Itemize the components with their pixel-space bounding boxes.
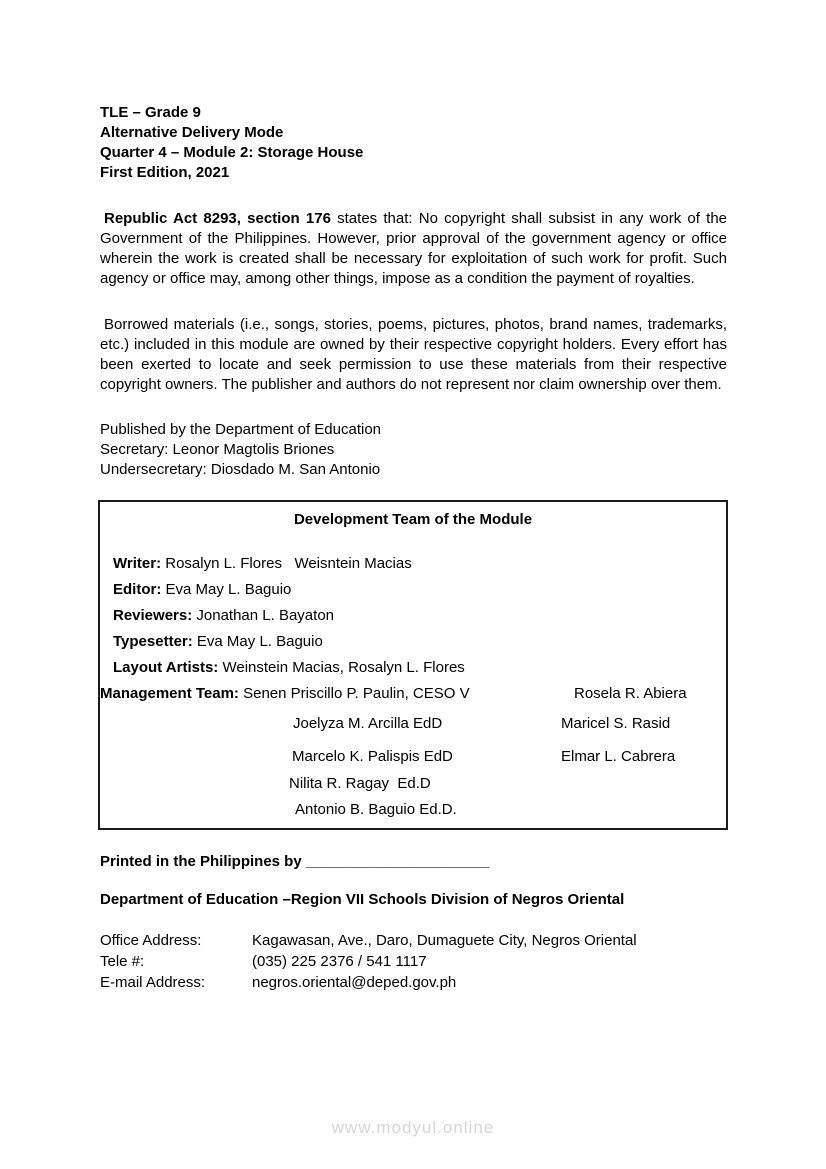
management-member-mid-2: Marcelo K. Palispis EdD xyxy=(292,748,453,765)
editor-line xyxy=(113,582,713,598)
republic-act-bold: Republic Act 8293, section 176 xyxy=(104,210,331,227)
management-team-row-4 xyxy=(113,776,713,792)
division-line: Department of Education –Region VII Schools Division of Negros Oriental xyxy=(100,891,625,908)
printed-label: Printed in the Philippines by xyxy=(100,853,302,870)
development-team-box xyxy=(98,500,728,830)
typesetter-value: Eva May L. Baguio xyxy=(196,633,323,650)
office-address-row xyxy=(100,930,727,951)
management-team-lead xyxy=(100,686,470,702)
copyright-paragraph-1 xyxy=(100,209,727,289)
management-member-mid-1: Joelyza M. Arcilla EdD xyxy=(293,715,443,732)
reviewers-label: Reviewers: xyxy=(113,607,193,624)
email-row xyxy=(100,972,727,993)
writer-line xyxy=(113,556,713,572)
telephone-value: (035) 225 2376 / 541 1117 xyxy=(252,953,427,970)
management-member-mid-4: Antonio B. Baguio Ed.D. xyxy=(295,801,457,818)
layout-artists-label: Layout Artists: xyxy=(113,659,219,676)
writer-label: Writer: xyxy=(113,555,162,572)
module-title-line: Quarter 4 – Module 2: Storage House xyxy=(100,144,364,161)
management-team-row-5 xyxy=(113,802,713,818)
republic-act-text: states that: No copyright shall subsist in any work of the Government of the Philippines. However, prior approval of the government agency or office wherein the work is created shall be necessary for exploitation of such work for profit. Such agency or office may, among other things, impose as a condition the payment of royalties. xyxy=(100,210,728,287)
reviewers-line xyxy=(113,608,713,624)
typesetter-label: Typesetter: xyxy=(113,633,193,650)
email-value: negros.oriental@deped.gov.ph xyxy=(252,974,457,991)
management-team-row-1 xyxy=(100,685,713,702)
telephone-row xyxy=(100,951,727,972)
published-by-line: Published by the Department of Education xyxy=(100,421,382,438)
writer-value: Rosalyn L. Flores Weisntein Macias xyxy=(165,555,412,572)
editor-value: Eva May L. Baguio xyxy=(165,581,292,598)
secretary-line: Secretary: Leonor Magtolis Briones xyxy=(100,441,335,458)
copyright-paragraph-2: Borrowed materials (i.e., songs, stories, poems, pictures, photos, brand names, trademarks, etc.) included in this module are owned by their respective copyright holders. Every effort has been exerted to locate and seek permission to use these materials from their respective copyright owners. The publisher and authors do not represent nor claim ownership over them. xyxy=(100,316,727,393)
editor-label: Editor: xyxy=(113,581,162,598)
contact-block xyxy=(100,930,727,993)
site-watermark: www.modyul.online xyxy=(331,1118,495,1137)
management-member-mid-3: Nilita R. Ragay Ed.D xyxy=(289,775,431,792)
development-team-title: Development Team of the Module xyxy=(293,511,533,528)
publisher-block xyxy=(100,420,727,480)
layout-artists-line xyxy=(113,660,713,676)
management-team-row-2 xyxy=(113,716,713,732)
office-address-value: Kagawasan, Ave., Daro, Dumaguete City, Negros Oriental xyxy=(252,932,637,949)
management-team-row-3 xyxy=(113,749,713,765)
telephone-label: Tele #: xyxy=(100,953,145,970)
module-header xyxy=(100,103,727,183)
printed-blank-line: ______________________ xyxy=(305,853,490,870)
typesetter-line xyxy=(113,634,713,650)
email-label: E-mail Address: xyxy=(100,974,206,991)
management-member-right-1: Rosela R. Abiera xyxy=(574,685,687,702)
module-subject-line: TLE – Grade 9 xyxy=(100,104,201,121)
management-member-right-2: Maricel S. Rasid xyxy=(561,715,671,732)
layout-artists-value: Weinstein Macias, Rosalyn L. Flores xyxy=(222,659,465,676)
printed-in-philippines-line xyxy=(100,854,727,870)
module-edition-line: First Edition, 2021 xyxy=(100,164,230,181)
reviewers-value: Jonathan L. Bayaton xyxy=(196,607,334,624)
management-team-label: Management Team: xyxy=(100,685,239,702)
office-address-label: Office Address: xyxy=(100,932,202,949)
management-member-right-3: Elmar L. Cabrera xyxy=(561,748,676,765)
undersecretary-line: Undersecretary: Diosdado M. San Antonio xyxy=(100,461,381,478)
module-mode-line: Alternative Delivery Mode xyxy=(100,124,284,141)
management-team-first-member: Senen Priscillo P. Paulin, CESO V xyxy=(243,685,470,702)
